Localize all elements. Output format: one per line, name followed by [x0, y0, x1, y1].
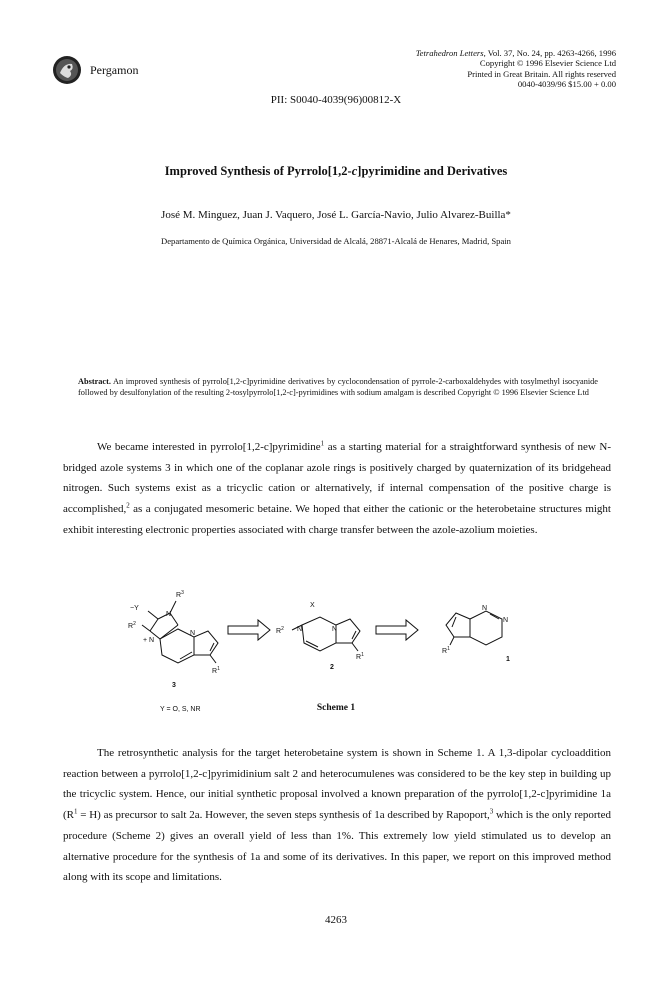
c2-x: X [310, 602, 315, 609]
abstract [78, 377, 598, 398]
scheme-1-figure [0, 583, 672, 713]
abstract-text: An improved synthesis of pyrrolo[1,2-c]pyrimidine derivatives by cyclocondensation of pyrrole-2-carboxaldehydes with tosylmethyl isocyanide followed by desulfonylation of the resulting 2-tosylpyrrolo[1,2-c]-pyrimidines with sodium amalgam is described Copyright © 1996 Elsevier Science Ltd [78, 377, 598, 397]
c1-number: 1 [506, 656, 510, 663]
c2-n1: N [297, 626, 303, 633]
journal-info [296, 48, 616, 90]
page-number: 4263 [325, 914, 347, 926]
c3-legend: Y = O, S, NR [160, 706, 201, 713]
article-title: Improved Synthesis of Pyrrolo[1,2-c]pyrimidine and Derivatives [164, 164, 508, 178]
pergamon-logo-icon [52, 55, 82, 85]
scheme-caption: Scheme 1 [316, 703, 356, 713]
c1-n1: N [482, 605, 488, 612]
c3-r3: $R^3$ [176, 590, 184, 599]
c3-number: 3 [172, 682, 176, 689]
c1-r1: $R^1$ [442, 646, 450, 655]
c3-n2: N [190, 630, 196, 637]
publisher-name: Pergamon [90, 63, 139, 77]
copyright-line: Copyright © 1996 Elsevier Science Ltd [479, 58, 616, 69]
c3-plus-n: + N [143, 637, 155, 644]
printed-line: Printed in Great Britain. All rights reserved [467, 68, 616, 79]
pergamon-logo [52, 55, 82, 85]
pii: PII: S0040-4039(96)00812-X [270, 94, 402, 106]
c3-r1: $R^1$ [212, 666, 220, 675]
c2-r1: $R^1$ [356, 652, 364, 661]
paragraph-retrosynthesis: The retrosynthetic analysis for the target heterobetaine system is shown in Scheme 1. A 1,3-dipolar cycloaddition reaction between a pyrrolo[1,2-c]pyrimidinium salt 2 and heterocumulenes was considered to be the key step in building up the tricyclic system. Hence, our initial synthetic proposal involved a known preparation of the pyrrolo[1,2-c]pyrimidine 1a $(R^1 = H)$ as precursor to salt 2a. However, the seven steps synthesis of 1a described by Rapoport,$^3$ which is the only reported procedure (Scheme 2) gives an overall yield of less than 1%. This extremely low yield stimulated us to develop an alternative procedure for the synthesis of 1a and some of its derivatives. In this paper, we report on this improved method along with its scope and limitations. [63, 747, 611, 884]
price-line: 0040-4039/96 $15.00 + 0.00 [517, 79, 616, 90]
c2-n2: N [332, 626, 338, 633]
scheme-1-drawing [0, 583, 672, 713]
c3-minus-y: −Y [130, 605, 139, 612]
c3-n1: N [166, 611, 172, 618]
journal-citation: Tetrahedron Letters, Vol. 37, No. 24, pp. 4263-4266, 1996 [415, 48, 616, 58]
affiliation: Departamento de Química Orgánica, Universidad de Alcalá, 28871-Alcalá de Henares, Madrid, Spain [161, 236, 511, 246]
abstract-label: Abstract. [78, 377, 111, 386]
c2-r2: $R^2$ [276, 626, 284, 635]
c1-n2: N [503, 617, 509, 624]
paragraph-intro: We became interested in pyrrolo[1,2-c]pyrimidine$^1$ as a starting material for a straightforward synthesis of new N-bridged azole systems 3 in which one of the coplanar azole rings is positively charged by quaternization of its bridgehead nitrogen. Such systems exist as a tricyclic cation or alternatively, if internal compensation of the positive charge is accomplished,$^2$ as a conjugated mesomeric betaine. We hoped that either the cationic or the heterobetaine structures might exhibit interesting electronic properties associated with charge transfer between the azole-azolium moieties. [63, 439, 611, 536]
c3-r2: $R^2$ [128, 621, 136, 630]
authors: José M. Minguez, Juan J. Vaquero, José L. García-Navio, Julio Alvarez-Builla* [161, 209, 511, 221]
c2-number: 2 [330, 664, 334, 671]
